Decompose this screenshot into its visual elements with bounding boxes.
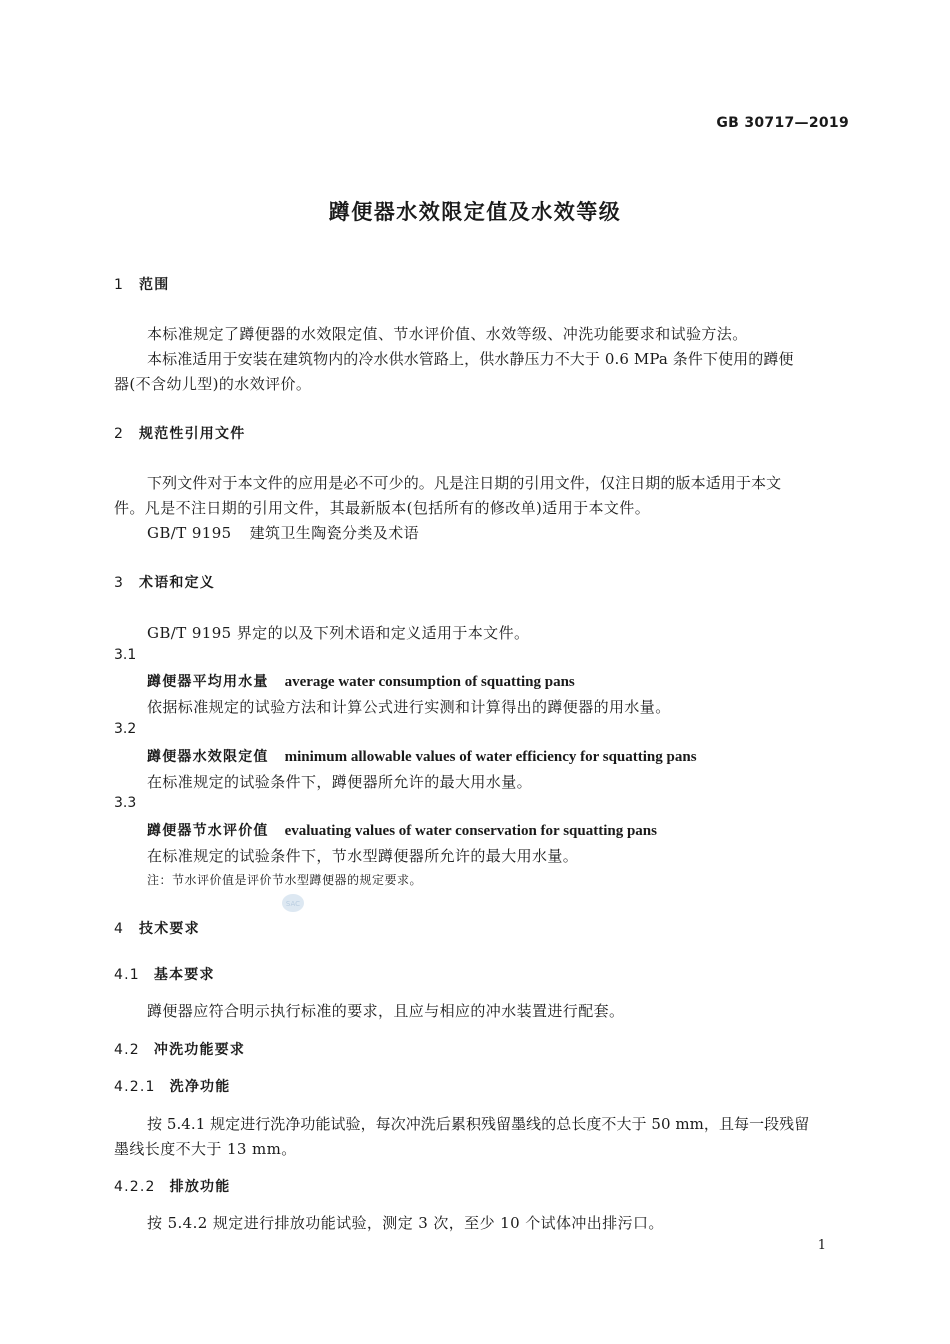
term-definition: 依据标准规定的试验方法和计算公式进行实测和计算得出的蹲便器的用水量。 bbox=[147, 698, 671, 716]
paragraph: 本标准规定了蹲便器的水效限定值、节水评价值、水效等级、冲洗功能要求和试验方法。 bbox=[147, 325, 748, 343]
subsection-4-2-2-heading bbox=[114, 1176, 230, 1196]
term-chinese: 蹲便器平均用水量 bbox=[147, 674, 269, 690]
subsection-number: 4.2.2 bbox=[114, 1179, 156, 1195]
term-definition: 在标准规定的试验条件下，蹲便器所允许的最大用水量。 bbox=[147, 773, 533, 791]
watermark-text: SAC bbox=[285, 900, 301, 908]
paragraph-line: 器(不含幼儿型)的水效评价。 bbox=[114, 375, 312, 393]
subsection-title: 排放功能 bbox=[169, 1179, 231, 1195]
section-number: 2 bbox=[114, 426, 125, 442]
section-1-heading bbox=[114, 274, 169, 294]
document-title: 蹲便器水效限定值及水效等级 bbox=[328, 200, 622, 224]
paragraph-line: 按 5.4.1 规定进行洗净功能试验，每次冲洗后累积残留墨线的总长度不大于 50 mm，且每一段残留 bbox=[147, 1115, 810, 1133]
section-number: 3 bbox=[114, 575, 125, 591]
section-2-heading bbox=[114, 423, 245, 443]
section-4-heading bbox=[114, 918, 200, 938]
normative-reference bbox=[147, 522, 419, 543]
paragraph-line: 件。凡是不注日期的引用文件，其最新版本(包括所有的修改单)适用于本文件。 bbox=[114, 499, 651, 517]
watermark-logo bbox=[281, 893, 305, 913]
subsection-title: 冲洗功能要求 bbox=[153, 1042, 246, 1058]
paragraph: 蹲便器应符合明示执行标准的要求，且应与相应的冲水装置进行配套。 bbox=[147, 1002, 625, 1020]
paragraph-line: 本标准适用于安装在建筑物内的冷水供水管路上，供水静压力不大于 0.6 MPa 条件下使用的蹲便 bbox=[147, 350, 794, 368]
subsection-4-2-1-heading bbox=[114, 1076, 230, 1096]
term-chinese: 蹲便器节水评价值 bbox=[147, 823, 269, 839]
reference-title: 建筑卫生陶瓷分类及术语 bbox=[249, 524, 420, 542]
section-title: 技术要求 bbox=[139, 921, 200, 937]
term-number: 3.1 bbox=[114, 647, 137, 663]
section-number: 1 bbox=[114, 277, 125, 293]
term-definition: 在标准规定的试验条件下，节水型蹲便器所允许的最大用水量。 bbox=[147, 847, 579, 865]
reference-code: GB/T 9195 bbox=[147, 524, 232, 542]
term-english: evaluating values of water conservation for squatting pans bbox=[284, 823, 657, 839]
section-number: 4 bbox=[114, 921, 125, 937]
term-entry bbox=[147, 671, 575, 691]
term-number: 3.3 bbox=[114, 795, 137, 811]
section-title: 术语和定义 bbox=[139, 575, 215, 591]
standard-number: GB 30717—2019 bbox=[716, 115, 849, 131]
subsection-number: 4.1 bbox=[114, 967, 140, 983]
subsection-4-1-heading bbox=[114, 964, 215, 984]
subsection-number: 4.2.1 bbox=[114, 1079, 156, 1095]
section-3-heading bbox=[114, 572, 215, 592]
paragraph: 按 5.4.2 规定进行排放功能试验，测定 3 次，至少 10 个试体冲出排污口。 bbox=[147, 1214, 664, 1232]
term-english: average water consumption of squatting pans bbox=[284, 674, 575, 690]
subsection-number: 4.2 bbox=[114, 1042, 140, 1058]
subsection-title: 洗净功能 bbox=[169, 1079, 231, 1095]
subsection-4-2-heading bbox=[114, 1039, 245, 1059]
paragraph-line: 下列文件对于本文件的应用是必不可少的。凡是注日期的引用文件，仅注日期的版本适用于本文 bbox=[147, 474, 782, 492]
paragraph: GB/T 9195 界定的以及下列术语和定义适用于本文件。 bbox=[147, 624, 530, 642]
section-title: 规范性引用文件 bbox=[139, 426, 246, 442]
term-number: 3.2 bbox=[114, 721, 137, 737]
term-english: minimum allowable values of water efficiency for squatting pans bbox=[284, 749, 697, 765]
note: 注：节水评价值是评价节水型蹲便器的规定要求。 bbox=[147, 873, 423, 887]
term-entry bbox=[147, 746, 697, 766]
term-entry bbox=[147, 820, 657, 840]
term-chinese: 蹲便器水效限定值 bbox=[147, 749, 269, 765]
subsection-title: 基本要求 bbox=[153, 967, 215, 983]
paragraph-line: 墨线长度不大于 13 mm。 bbox=[114, 1140, 297, 1158]
section-title: 范围 bbox=[139, 277, 170, 293]
page-number: 1 bbox=[817, 1238, 826, 1253]
